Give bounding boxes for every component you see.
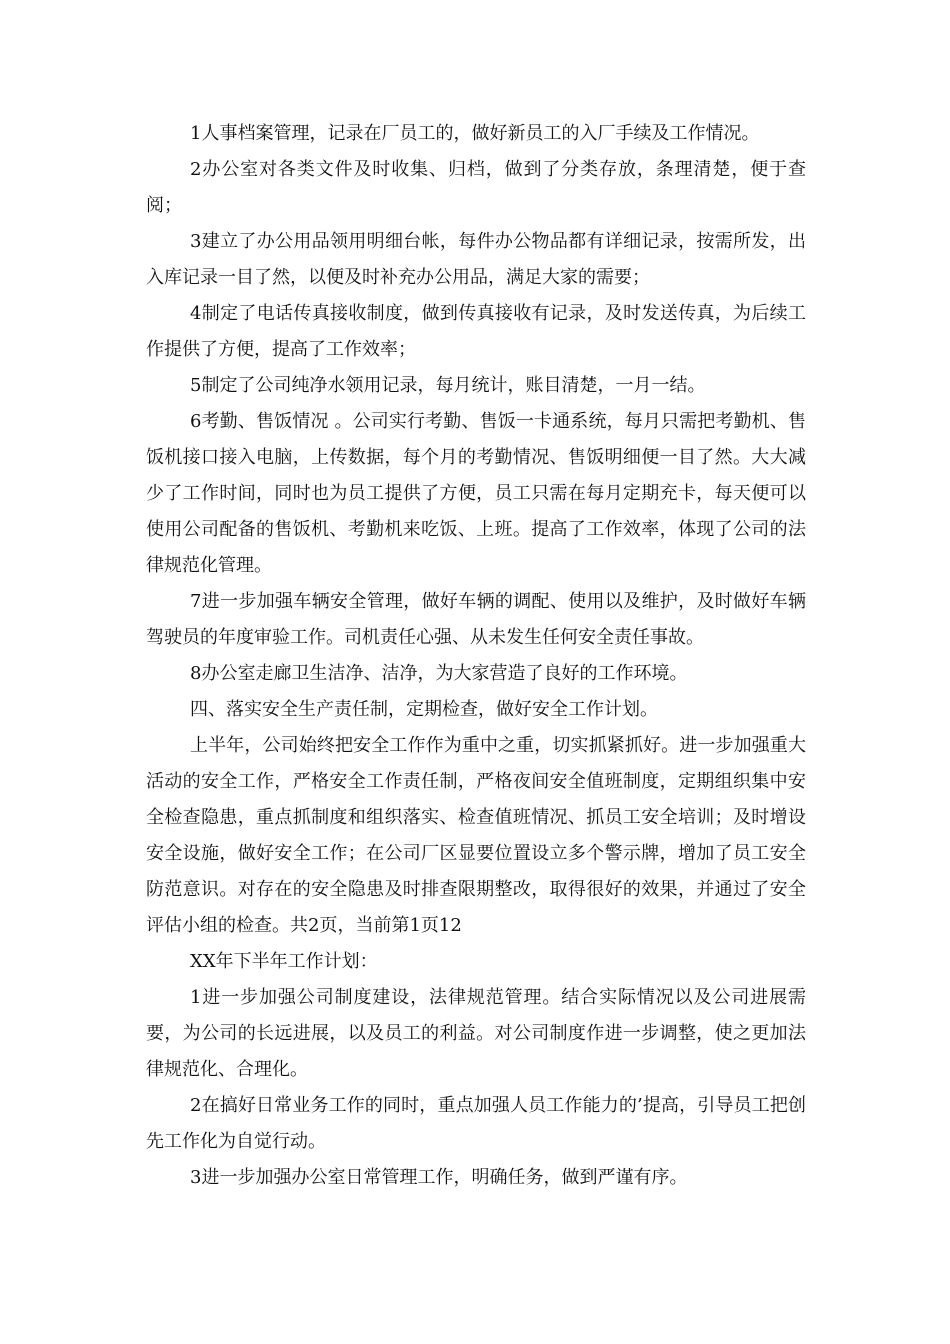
paragraph-1: 1人事档案管理，记录在厂员工的，做好新员工的入厂手续及工作情况。 [190,123,760,144]
document-body [146,116,806,1196]
plan-item-1: 1进一步加强公司制度建设，法律规范管理。结合实际情况以及公司进展需要，为公司的长远进展，以及员工的利益。对公司制度作进一步调整，使之更加法律规范化、合理化。 [146,987,806,1080]
paragraph-4: 4制定了电话传真接收制度，做到传真接收有记录，及时发送传真，为后续工作提供了方便，提高了工作效率； [146,303,806,360]
paragraph-3: 3建立了办公用品领用明细台帐，每件办公物品都有详细记录，按需所发，出入库记录一目了然，以便及时补充办公用品，满足大家的需要； [146,231,806,288]
section-heading-safety: 四、落实安全生产责任制，定期检查，做好安全工作计划。 [190,699,658,720]
paragraph-safety: 上半年，公司始终把安全工作作为重中之重，切实抓紧抓好。进一步加强重大活动的安全工作，严格安全工作责任制，严格夜间安全值班制度，定期组织集中安全检查隐患，重点抓制度和组织落实、检查值班情况、抓员工安全培训；及时增设安全设施，做好安全工作；在公司厂区显要位置设立多个警示牌，增加了员工安全防范意识。对存在的安全隐患及时排查限期整改，取得很好的效果，并通过了安全评估小组的检查。共2页，当前第1页12 [146,735,806,936]
paragraph-7: 7进一步加强车辆安全管理，做好车辆的调配、使用以及维护，及时做好车辆驾驶员的年度审验工作。司机责任心强、从未发生任何安全责任事故。 [146,591,806,648]
plan-item-2: 2在搞好日常业务工作的同时，重点加强人员工作能力的’提高，引导员工把创先工作化为自觉行动。 [146,1095,806,1152]
section-heading-plan: XX年下半年工作计划： [190,951,378,972]
paragraph-6: 6考勤、售饭情况 。公司实行考勤、售饭一卡通系统，每月只需把考勤机、售饭机接口接入电脑，上传数据，每个月的考勤情况、售饭明细便一目了然。大大减少了工作时间，同时也为员工提供了方便，员工只需在每月定期充卡，每天便可以使用公司配备的售饭机、考勤机来吃饭、上班。提高了工作效率，体现了公司的法律规范化管理。 [146,411,806,576]
paragraph-2: 2办公室对各类文件及时收集、归档，做到了分类存放，条理清楚，便于查阅； [146,159,806,216]
paragraph-5: 5制定了公司纯净水领用记录，每月统计，账目清楚，一月一结。 [190,375,706,396]
paragraph-8: 8办公室走廊卫生洁净、洁净，为大家营造了良好的工作环境。 [190,663,688,684]
plan-item-3: 3进一步加强办公室日常管理工作，明确任务，做到严谨有序。 [190,1167,688,1188]
